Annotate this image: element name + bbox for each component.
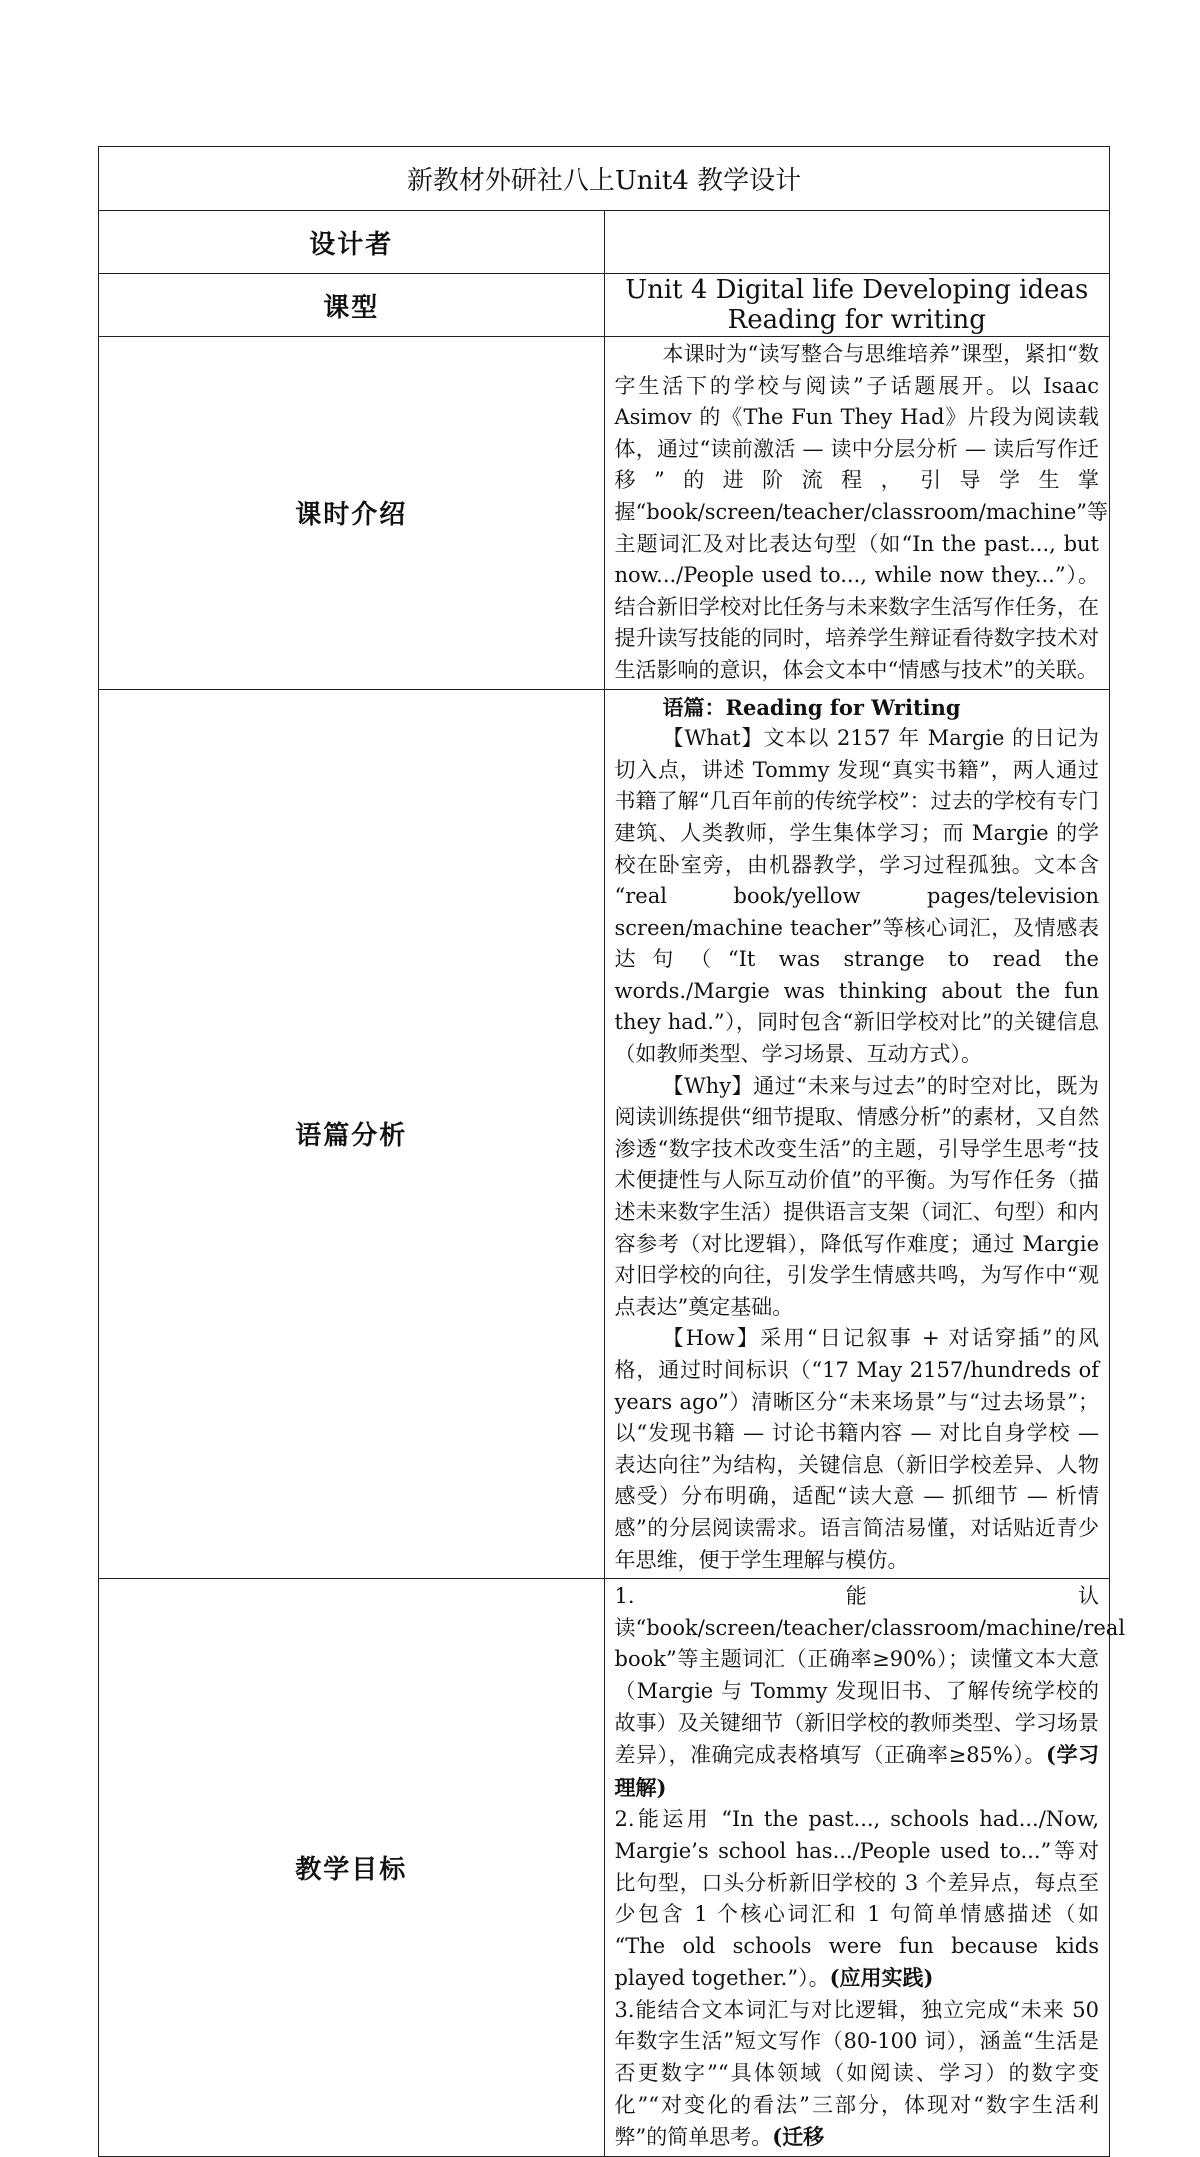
goals-label: 教学目标 — [99, 1579, 605, 2157]
goal-item-2 — [615, 1804, 1100, 1995]
analysis-why: 【Why】通过“未来与过去”的时空对比，既为阅读训练提供“细节提取、情感分析”的素材，又自然渗透“数字技术改变生活”的主题，引导学生思考“技术便捷性与人际互动价值”的平衡。为写作任务（描述未来数字生活）提供语言支架（词汇、句型）和内容参考（对比逻辑），降低写作难度；通过 Margie 对旧学校的向往，引发学生情感共鸣，为写作中“观点表达”奠定基础。 — [614, 1073, 1099, 1319]
goal-item-3 — [615, 1995, 1100, 2154]
analysis-what: 【What】文本以 2157 年 Margie 的日记为切入点，讲述 Tommy 发现“真实书籍”，两人通过书籍了解“几百年前的传统学校”：过去的学校有专门建筑、人类教师，学生集体学习；而 Margie 的学校在卧室旁，由机器教学，学习过程孤独。文本含 “real book/yellow pages/television screen/machine teacher”等核心词汇，及情感表达句（“It was strange to read the words./Margie was thinking about the fun they had.”），同时包含“新旧学校对比”的关键信息（如教师类型、学习场景、互动方式）。 — [614, 726, 1099, 1067]
goal-tag: (迁移 — [772, 2124, 825, 2150]
lesson-design-table — [98, 146, 1126, 2157]
analysis-content — [604, 689, 1110, 1579]
document-title: 新教材外研社八上Unit4 教学设计 — [99, 147, 1110, 211]
lesson-type-value: Unit 4 Digital life Developing ideas Reading for writing — [604, 274, 1110, 337]
designer-value — [604, 211, 1110, 274]
lesson-type-label: 课型 — [99, 274, 605, 337]
goals-content — [604, 1579, 1126, 2157]
designer-label: 设计者 — [99, 211, 605, 274]
analysis-label: 语篇分析 — [99, 689, 605, 1579]
goal-text: 2.能运用 “In the past..., schools had.../Now, Margie’s school has.../People used to...”等对比句型，口头分析新旧学校的 3 个差异点，每点至少包含 1 个核心词汇和 1 句简单情感描述（如 “The old schools were fun because kids played together.”）。 — [614, 1807, 1099, 1991]
intro-label: 课时介绍 — [99, 337, 605, 690]
intro-content — [604, 337, 1110, 690]
goal-item-1 — [614, 1581, 1126, 1804]
goal-tag: (应用实践) — [829, 1965, 934, 1991]
analysis-heading: 语篇：Reading for Writing — [662, 694, 961, 720]
goal-tag: (学习理解) — [614, 1742, 1099, 1800]
goal-text: 3.能结合文本词汇与对比逻辑，独立完成“未来 50 年数字生活”短文写作（80-100 词），涵盖“生活是否更数字”“具体领域（如阅读、学习）的数字变化”“对变化的看法”三部分，体现对“数字生活利弊”的简单思考。 — [614, 1997, 1099, 2150]
intro-text: 本课时为“读写整合与思维培养”课型，紧扣“数字生活下的学校与阅读”子话题展开。以 Isaac Asimov 的《The Fun They Had》片段为阅读载体，通过“读前激活 — 读中分层分析 — 读后写作迁移”的进阶流程，引导学生掌握“book/screen/teacher/classroom/machine”等主题词汇及对比表达句型（如“In the past..., but now.../People used to..., while now they...”）。结合新旧学校对比任务与未来数字生活写作任务，在提升读写技能的同时，培养学生辩证看待数字技术对生活影响的意识，体会文本中“情感与技术”的关联。 — [614, 342, 1108, 682]
analysis-how: 【How】采用“日记叙事 + 对话穿插”的风格，通过时间标识（“17 May 2157/hundreds of years ago”）清晰区分“未来场景”与“过去场景”；以“发现书籍 — 讨论书籍内容 — 对比自身学校 — 表达向往”为结构，关键信息（新旧学校差异、人物感受）分布明确，适配“读大意 — 抓细节 — 析情感”的分层阅读需求。语言简洁易懂，对话贴近青少年思维，便于学生理解与模仿。 — [614, 1326, 1099, 1572]
goal-text: 1.能认读“book/screen/teacher/classroom/machine/real book”等主题词汇（正确率≥90%）；读懂文本大意（Margie 与 Tommy 发现旧书、了解传统学校的故事）及关键细节（新旧学校的教师类型、学习场景差异），准确完成表格填写（正确率≥85%）。 — [614, 1584, 1126, 1768]
